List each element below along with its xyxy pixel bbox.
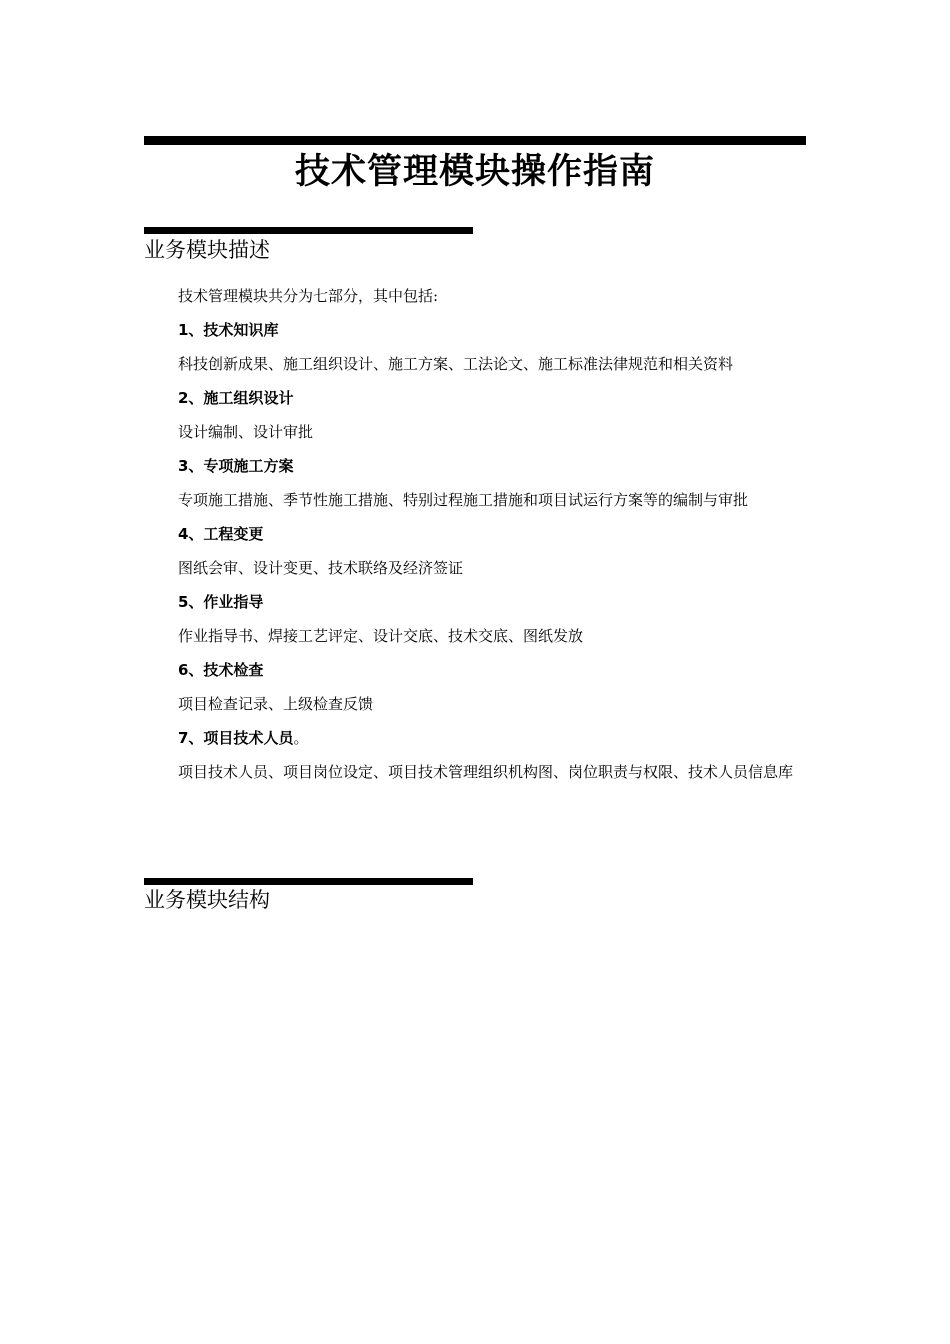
item-title-suffix: 。: [293, 729, 309, 747]
item-title: 7、项目技术人员: [178, 729, 294, 747]
section-body-description: [144, 279, 806, 789]
item-title: 2、施工组织设计: [178, 389, 294, 407]
title-top-rule: [144, 136, 806, 145]
intro-paragraph: 技术管理模块共分为七部分，其中包括:: [178, 287, 439, 305]
item-description-6: 项目检查记录、上级检查反馈: [178, 695, 374, 713]
item-description-7: 项目技术人员、项目岗位设定、项目技术管理组织机构图、岗位职责与权限、技术人员信息库: [178, 763, 794, 781]
item-heading-4: [144, 517, 806, 551]
item-description-3: 专项施工措施、季节性施工措施、特别过程施工措施和项目试运行方案等的编制与审批: [178, 491, 749, 509]
document-title: 技术管理模块操作指南: [294, 152, 655, 192]
item-heading-3: [144, 449, 806, 483]
item-description-4: 图纸会审、设计变更、技术联络及经济签证: [178, 559, 464, 577]
item-description-1: 科技创新成果、施工组织设计、施工方案、工法论文、施工标准法律规范和相关资料: [178, 355, 734, 373]
item-heading-1: [144, 313, 806, 347]
item-title: 4、工程变更: [178, 525, 264, 543]
section-heading-description: 业务模块描述: [144, 238, 270, 262]
item-description-5: 作业指导书、焊接工艺评定、设计交底、技术交底、图纸发放: [178, 627, 584, 645]
item-heading-6: [144, 653, 806, 687]
section-heading-structure: 业务模块结构: [144, 888, 270, 912]
item-heading-5: [144, 585, 806, 619]
section-rule-structure: [144, 878, 473, 885]
item-description-2: 设计编制、设计审批: [178, 423, 314, 441]
item-title: 1、技术知识库: [178, 321, 279, 339]
item-heading-7: [144, 721, 806, 755]
item-title: 6、技术检查: [178, 661, 264, 679]
item-title: 5、作业指导: [178, 593, 264, 611]
item-heading-2: [144, 381, 806, 415]
section-rule-description: [144, 227, 473, 234]
item-title: 3、专项施工方案: [178, 457, 294, 475]
